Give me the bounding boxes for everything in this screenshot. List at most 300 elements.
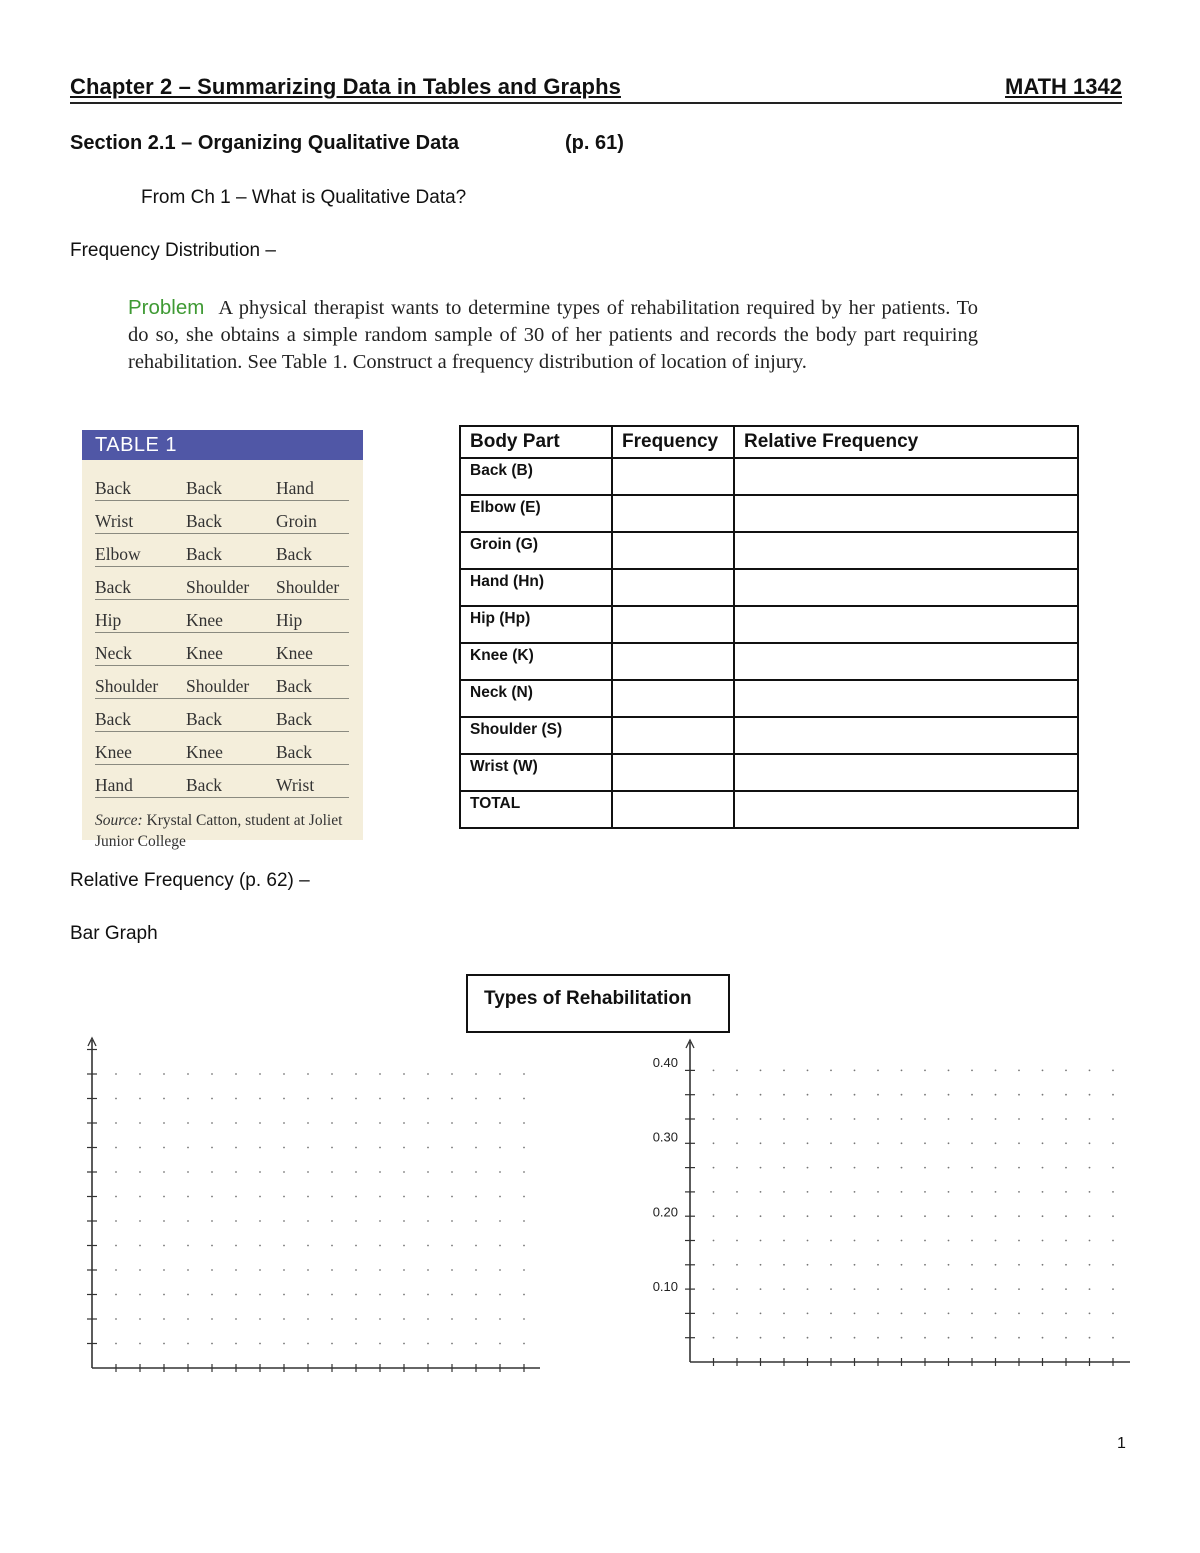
grid-dot [403,1171,405,1173]
grid-dot [283,1294,285,1296]
grid-dot [259,1196,261,1198]
grid-dot [1042,1240,1044,1242]
table1-row [95,765,349,798]
grid-dot [924,1264,926,1266]
grid-dot [807,1337,809,1339]
grid-dot [403,1343,405,1345]
grid-dot [713,1070,715,1072]
table1-row [95,666,349,699]
body-part-cell: Back (B) [460,458,612,495]
grid-dot [523,1073,525,1075]
frequency-cell[interactable] [612,754,734,791]
table1-cell: Neck [95,643,132,663]
grid-dot [427,1294,429,1296]
grid-dot [901,1288,903,1290]
grid-dot [971,1167,973,1169]
grid-dot [331,1147,333,1149]
grid-dot [1042,1142,1044,1144]
grid-dot [854,1070,856,1072]
table1-cell: Back [186,511,222,531]
grid-dot [187,1343,189,1345]
grid-dot [163,1294,165,1296]
frequency-cell[interactable] [612,717,734,754]
grid-dot [1089,1215,1091,1217]
grid-dot [235,1220,237,1222]
grid-dot [901,1118,903,1120]
table1-cell: Hand [276,478,314,498]
relative-frequency-cell[interactable] [734,458,1078,495]
grid-dot [523,1343,525,1345]
grid-dot [379,1343,381,1345]
grid-dot [283,1171,285,1173]
grid-dot [475,1220,477,1222]
grid-dot [499,1098,501,1100]
grid-dot [760,1191,762,1193]
frequency-cell[interactable] [612,458,734,495]
grid-dot [1112,1337,1114,1339]
grid-dot [783,1240,785,1242]
grid-dot [499,1122,501,1124]
grid-dot [163,1245,165,1247]
grid-dot [523,1269,525,1271]
table1-cell: Back [276,709,312,729]
grid-dot [760,1240,762,1242]
header-body-part: Body Part [460,426,612,458]
grid-dot [901,1264,903,1266]
grid-dot [451,1073,453,1075]
grid-dot [283,1196,285,1198]
grid-dot [901,1191,903,1193]
grid-dot [211,1318,213,1320]
grid-dot [854,1167,856,1169]
y-tick-label: 0.30 [652,1129,678,1145]
grid-dot [307,1269,309,1271]
grid-dot [901,1313,903,1315]
grid-dot [259,1147,261,1149]
grid-dot [1042,1337,1044,1339]
body-part-cell: Elbow (E) [460,495,612,532]
table1-row [95,732,349,765]
grid-dot [163,1122,165,1124]
grid-dot [995,1167,997,1169]
grid-dot [1065,1167,1067,1169]
table1-cell: Groin [276,511,317,531]
grid-dot [760,1118,762,1120]
grid-dot [139,1343,141,1345]
grid-dot [475,1196,477,1198]
grid-dot [331,1269,333,1271]
grid-dot [1065,1264,1067,1266]
y-tick-label: 0.10 [652,1279,678,1295]
grid-dot [427,1245,429,1247]
grid-dot [475,1073,477,1075]
grid-dot [807,1191,809,1193]
grid-dot [995,1288,997,1290]
table-row [460,569,1078,606]
table-row [460,754,1078,791]
grid-dot [1065,1337,1067,1339]
grid-dot [187,1098,189,1100]
total-label-cell: TOTAL [460,791,612,828]
grid-dot [427,1343,429,1345]
grid-dot [139,1294,141,1296]
grid-dot [115,1196,117,1198]
grid-dot [379,1196,381,1198]
grid-dot [355,1147,357,1149]
grid-dot [995,1313,997,1315]
grid-dot [948,1240,950,1242]
grid-dot [427,1196,429,1198]
grid-dot [355,1171,357,1173]
grid-dot [331,1318,333,1320]
grid-dot [1018,1191,1020,1193]
table1-raw-data [82,430,363,850]
grid-dot [451,1196,453,1198]
grid-dot [259,1098,261,1100]
grid-dot [475,1269,477,1271]
grid-dot [1018,1070,1020,1072]
grid-dot [499,1220,501,1222]
grid-dot [971,1264,973,1266]
frequency-cell[interactable] [612,495,734,532]
grid-dot [379,1147,381,1149]
grid-dot [760,1094,762,1096]
grid-dot [451,1269,453,1271]
table1-cell: Shoulder [95,676,159,696]
grid-dot [307,1245,309,1247]
grid-dot [355,1294,357,1296]
grid-dot [355,1269,357,1271]
grid-dot [403,1318,405,1320]
grid-dot [475,1245,477,1247]
grid-dot [187,1196,189,1198]
grid-dot [783,1094,785,1096]
grid-dot [475,1171,477,1173]
grid-dot [475,1294,477,1296]
grid-dot [807,1070,809,1072]
grid-dot [807,1142,809,1144]
grid-dot [971,1191,973,1193]
grid-dot [924,1288,926,1290]
grid-dot [523,1122,525,1124]
grid-dot [499,1073,501,1075]
grid-dot [163,1196,165,1198]
grid-dot [713,1094,715,1096]
grid-dot [830,1337,832,1339]
grid-dot [499,1196,501,1198]
table1-cell: Elbow [95,544,141,564]
relative-frequency-bar-graph-grid[interactable] [635,1036,1135,1376]
frequency-cell[interactable] [612,569,734,606]
grid-dot [187,1147,189,1149]
grid-dot [901,1094,903,1096]
grid-dot [854,1142,856,1144]
grid-dot [235,1098,237,1100]
grid-dot [783,1070,785,1072]
grid-dot [995,1337,997,1339]
grid-dot [259,1318,261,1320]
grid-dot [830,1215,832,1217]
grid-dot [523,1098,525,1100]
grid-dot [211,1196,213,1198]
grid-dot [924,1191,926,1193]
relative-frequency-cell[interactable] [734,606,1078,643]
grid-dot [948,1142,950,1144]
relative-frequency-cell[interactable] [734,643,1078,680]
table-row [460,606,1078,643]
grid-dot [1065,1191,1067,1193]
frequency-cell[interactable] [612,606,734,643]
grid-dot [427,1147,429,1149]
relative-frequency-total-cell[interactable] [734,791,1078,828]
grid-dot [379,1220,381,1222]
grid-dot [211,1294,213,1296]
grid-dot [1065,1240,1067,1242]
frequency-cell[interactable] [612,680,734,717]
grid-dot [877,1288,879,1290]
grid-dot [948,1118,950,1120]
grid-dot [307,1098,309,1100]
grid-dot [760,1167,762,1169]
grid-dot [211,1269,213,1271]
grid-dot [713,1215,715,1217]
grid-dot [1065,1094,1067,1096]
grid-dot [187,1122,189,1124]
grid-dot [760,1070,762,1072]
grid-dot [451,1098,453,1100]
grid-dot [451,1318,453,1320]
table1-cell: Knee [95,742,132,762]
chart-title-box [466,974,730,1033]
grid-dot [807,1215,809,1217]
grid-dot [283,1220,285,1222]
grid-dot [451,1122,453,1124]
grid-dot [995,1240,997,1242]
grid-dot [783,1167,785,1169]
grid-dot [307,1343,309,1345]
table-row [460,532,1078,569]
grid-dot [830,1070,832,1072]
grid-dot [948,1264,950,1266]
grid-dot [355,1196,357,1198]
frequency-total-cell[interactable] [612,791,734,828]
grid-dot [331,1171,333,1173]
grid-dot [355,1318,357,1320]
table1-cell: Hip [276,610,303,630]
grid-dot [854,1191,856,1193]
grid-dot [139,1245,141,1247]
table1-row [95,468,349,501]
body-part-cell: Hip (Hp) [460,606,612,643]
table1-row [95,501,349,534]
grid-dot [736,1191,738,1193]
grid-dot [115,1245,117,1247]
grid-dot [475,1122,477,1124]
table1-cell: Hip [95,610,122,630]
grid-dot [1089,1191,1091,1193]
header-frequency: Frequency [612,426,734,458]
section-page-ref: (p. 61) [565,132,624,154]
grid-dot [713,1337,715,1339]
grid-dot [760,1142,762,1144]
grid-dot [736,1142,738,1144]
table1-cell: Knee [186,610,223,630]
grid-dot [379,1098,381,1100]
grid-dot [1042,1288,1044,1290]
table1-cell: Knee [186,742,223,762]
grid-dot [995,1142,997,1144]
table1-cell: Back [276,544,312,564]
grid-dot [854,1288,856,1290]
body-part-cell: Groin (G) [460,532,612,569]
grid-dot [427,1269,429,1271]
grid-dot [924,1167,926,1169]
grid-dot [283,1122,285,1124]
table1-cell: Back [186,775,222,795]
grid-dot [259,1294,261,1296]
grid-dot [115,1147,117,1149]
grid-dot [115,1318,117,1320]
grid-dot [331,1245,333,1247]
grid-dot [187,1171,189,1173]
relative-frequency-cell[interactable] [734,680,1078,717]
grid-dot [523,1196,525,1198]
grid-dot [1112,1264,1114,1266]
grid-dot [115,1073,117,1075]
grid-dot [451,1171,453,1173]
grid-dot [1112,1167,1114,1169]
grid-dot [1089,1288,1091,1290]
grid-dot [307,1220,309,1222]
grid-dot [307,1122,309,1124]
grid-dot [736,1070,738,1072]
frequency-cell[interactable] [612,643,734,680]
grid-dot [760,1264,762,1266]
grid-dot [379,1245,381,1247]
grid-dot [403,1147,405,1149]
table1-cell: Shoulder [186,577,250,597]
grid-dot [499,1343,501,1345]
grid-dot [877,1142,879,1144]
grid-dot [499,1171,501,1173]
grid-dot [235,1343,237,1345]
grid-dot [830,1288,832,1290]
table-row [460,680,1078,717]
problem-text: A physical therapist wants to determine types of rehabilitation required by her patients. To do so, she obtains a simple random sample of 30 of her patients and records the body part requiring rehabilitation. See Table 1. Construct a frequency distribution of location of injury. [128,297,978,373]
grid-dot [211,1122,213,1124]
grid-dot [187,1294,189,1296]
grid-dot [1089,1070,1091,1072]
table1-source-label: Source: [95,812,143,829]
grid-dot [1042,1215,1044,1217]
grid-dot [736,1337,738,1339]
grid-dot [331,1294,333,1296]
frequency-distribution-prompt: Frequency Distribution – [70,240,276,261]
body-part-cell: Neck (N) [460,680,612,717]
grid-dot [451,1220,453,1222]
frequency-bar-graph-grid[interactable] [80,1036,550,1381]
grid-dot [307,1073,309,1075]
grid-dot [1042,1118,1044,1120]
grid-dot [877,1070,879,1072]
grid-dot [523,1245,525,1247]
grid-dot [331,1073,333,1075]
qualitative-data-prompt: From Ch 1 – What is Qualitative Data? [141,187,467,208]
relative-frequency-cell[interactable] [734,717,1078,754]
relative-frequency-cell[interactable] [734,532,1078,569]
grid-dot [1112,1313,1114,1315]
grid-dot [235,1318,237,1320]
grid-dot [523,1294,525,1296]
grid-dot [163,1098,165,1100]
grid-dot [948,1337,950,1339]
grid-dot [211,1147,213,1149]
relative-frequency-cell[interactable] [734,569,1078,606]
grid-dot [901,1337,903,1339]
grid-dot [187,1245,189,1247]
grid-dot [1042,1070,1044,1072]
grid-dot [379,1073,381,1075]
grid-dot [736,1288,738,1290]
grid-dot [163,1073,165,1075]
grid-dot [1112,1118,1114,1120]
grid-dot [854,1240,856,1242]
grid-dot [307,1294,309,1296]
grid-dot [971,1313,973,1315]
grid-dot [1018,1337,1020,1339]
grid-dot [1018,1215,1020,1217]
grid-dot [235,1294,237,1296]
grid-dot [235,1171,237,1173]
body-part-cell: Hand (Hn) [460,569,612,606]
grid-dot [1089,1167,1091,1169]
grid-dot [877,1167,879,1169]
grid-dot [971,1337,973,1339]
grid-dot [379,1294,381,1296]
grid-dot [355,1343,357,1345]
grid-dot [995,1070,997,1072]
grid-dot [187,1220,189,1222]
grid-dot [1112,1215,1114,1217]
grid-dot [807,1167,809,1169]
grid-dot [1018,1240,1020,1242]
table1-cell: Back [276,676,312,696]
table1-row [95,600,349,633]
grid-dot [1112,1094,1114,1096]
grid-dot [783,1215,785,1217]
grid-dot [379,1318,381,1320]
grid-dot [403,1269,405,1271]
grid-dot [830,1191,832,1193]
grid-dot [807,1118,809,1120]
grid-dot [427,1098,429,1100]
relative-frequency-cell[interactable] [734,754,1078,791]
table1-cell: Knee [276,643,313,663]
grid-dot [235,1245,237,1247]
grid-dot [901,1167,903,1169]
grid-dot [1112,1288,1114,1290]
grid-dot [427,1073,429,1075]
grid-dot [1018,1167,1020,1169]
grid-dot [760,1313,762,1315]
grid-dot [115,1343,117,1345]
grid-dot [211,1098,213,1100]
relative-frequency-cell[interactable] [734,495,1078,532]
grid-dot [451,1343,453,1345]
frequency-cell[interactable] [612,532,734,569]
grid-dot [877,1337,879,1339]
grid-dot [901,1142,903,1144]
